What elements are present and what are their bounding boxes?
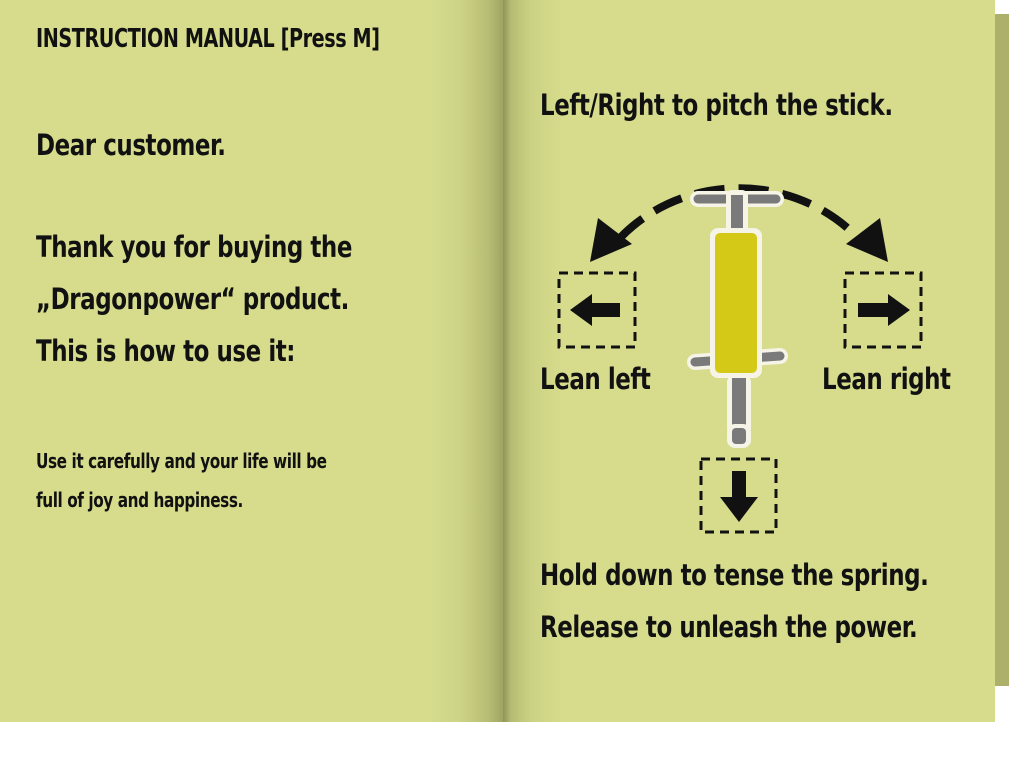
release-instruction: Release to unleash the power. [540,610,918,644]
arc-arrowhead-left-icon [590,218,632,262]
care-line-2: full of joy and happiness. [36,488,243,512]
page-edge [995,14,1009,686]
care-line-1: Use it carefully and your life will be [36,449,327,473]
thanks-line-1: Thank you for buying the [36,230,352,264]
lean-right-label: Lean right [822,362,951,396]
down-arrow-key-icon [701,459,776,532]
controls-diagram [503,0,995,722]
hold-instruction: Hold down to tense the spring. [540,558,929,592]
thanks-line-2: „Dragonpower“ product. [36,282,349,316]
right-arrow-key-icon [845,273,921,347]
arc-arrowhead-right-icon [846,218,888,262]
left-arrow-key-icon [559,273,635,347]
lean-left-label: Lean left [540,362,651,396]
pitch-instruction: Left/Right to pitch the stick. [540,88,893,122]
thanks-line-3: This is how to use it: [36,334,296,368]
manual-title: INSTRUCTION MANUAL [Press M] [36,24,380,54]
pogo-stick-icon [695,190,780,448]
greeting-text: Dear customer. [36,128,226,162]
